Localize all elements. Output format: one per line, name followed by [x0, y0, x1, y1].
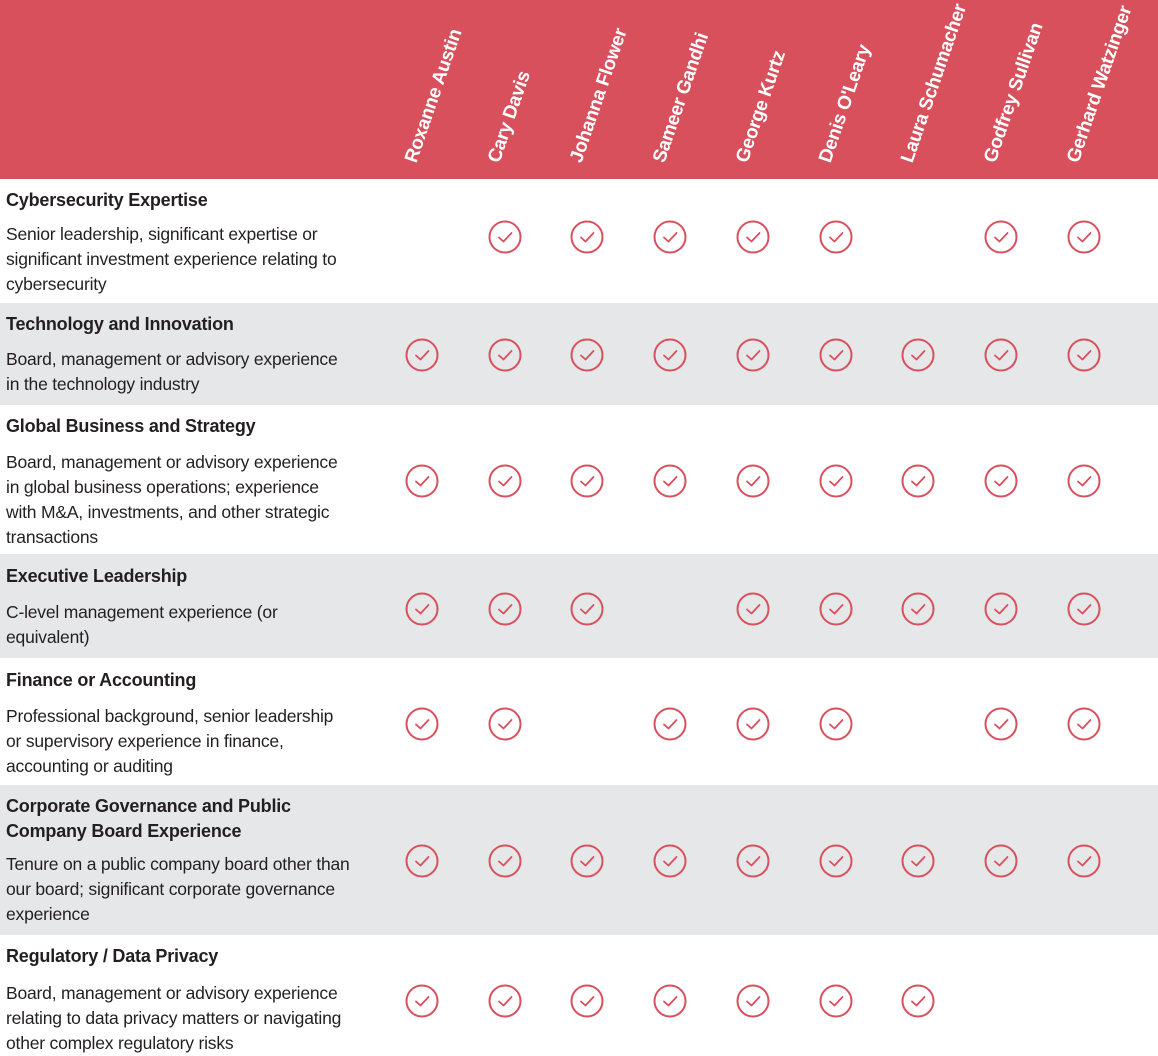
skill-row-technology — [0, 303, 1158, 405]
director-header — [0, 0, 1158, 179]
check-circle-icon — [819, 338, 853, 372]
check-circle-icon — [736, 464, 770, 498]
check-circle-icon — [405, 592, 439, 626]
check-circle-icon — [653, 220, 687, 254]
check-circle-icon — [405, 844, 439, 878]
skill-row-executive-leadership — [0, 554, 1158, 658]
check-circle-icon — [488, 844, 522, 878]
check-circle-icon — [736, 844, 770, 878]
check-circle-icon — [405, 338, 439, 372]
director-name-cary-davis: Cary Davis — [484, 68, 535, 166]
skill-title: Regulatory / Data Privacy — [6, 946, 219, 966]
director-name-laura-schumacher: Laura Schumacher — [897, 1, 972, 166]
check-circle-icon — [570, 844, 604, 878]
skill-title: Technology and Innovation — [6, 314, 234, 334]
check-circle-icon — [819, 592, 853, 626]
check-circle-icon — [819, 464, 853, 498]
check-circle-icon — [405, 707, 439, 741]
check-circle-icon — [901, 844, 935, 878]
check-circle-icon — [736, 338, 770, 372]
check-circle-icon — [819, 220, 853, 254]
skill-row-cybersecurity — [0, 179, 1158, 303]
skill-description: Senior leadership, significant expertise or significant investment experience relating to cybersecurity — [6, 224, 337, 294]
check-circle-icon — [1067, 707, 1101, 741]
check-circle-icon — [653, 707, 687, 741]
check-circle-icon — [901, 592, 935, 626]
check-circle-icon — [488, 220, 522, 254]
check-circle-icon — [819, 844, 853, 878]
check-circle-icon — [984, 464, 1018, 498]
check-circle-icon — [984, 220, 1018, 254]
check-circle-icon — [736, 984, 770, 1018]
skill-description: Board, management or advisory experience in global business operations; experience with M&A, investments, and other strategic transactions — [6, 452, 338, 547]
check-circle-icon — [736, 220, 770, 254]
skill-description: Tenure on a public company board other than our board; significant corporate governance experience — [6, 854, 350, 924]
check-circle-icon — [405, 464, 439, 498]
check-circle-icon — [1067, 220, 1101, 254]
check-circle-icon — [984, 338, 1018, 372]
check-circle-icon — [1067, 844, 1101, 878]
skill-title: Cybersecurity Expertise — [6, 190, 208, 210]
check-circle-icon — [1067, 338, 1101, 372]
skill-row-corporate-governance — [0, 785, 1158, 935]
skill-description: Board, management or advisory experience in the technology industry — [6, 349, 338, 394]
director-name-sameer-gandhi: Sameer Gandhi — [649, 30, 714, 166]
check-circle-icon — [488, 707, 522, 741]
director-name-johanna-flower: Johanna Flower — [566, 25, 632, 166]
skill-row-global-business — [0, 405, 1158, 554]
check-circle-icon — [901, 984, 935, 1018]
check-circle-icon — [819, 984, 853, 1018]
skill-row-finance — [0, 658, 1158, 785]
check-circle-icon — [405, 984, 439, 1018]
check-circle-icon — [570, 338, 604, 372]
check-circle-icon — [984, 707, 1018, 741]
director-name-gerhard-watzinger: Gerhard Watzinger — [1063, 3, 1137, 166]
check-circle-icon — [653, 984, 687, 1018]
check-circle-icon — [984, 844, 1018, 878]
skill-title: Executive Leadership — [6, 566, 188, 586]
check-circle-icon — [736, 592, 770, 626]
check-circle-icon — [984, 592, 1018, 626]
director-name-denis-oleary: Denis O'Leary — [815, 42, 876, 166]
check-circle-icon — [570, 464, 604, 498]
director-name-godfrey-sullivan: Godfrey Sullivan — [980, 20, 1048, 166]
check-circle-icon — [488, 338, 522, 372]
skill-title: Global Business and Strategy — [6, 416, 256, 436]
check-circle-icon — [488, 464, 522, 498]
skill-title: Finance or Accounting — [6, 670, 197, 690]
check-circle-icon — [1067, 592, 1101, 626]
check-circle-icon — [488, 592, 522, 626]
check-circle-icon — [570, 984, 604, 1018]
check-circle-icon — [736, 707, 770, 741]
skill-description: C-level management experience (or equivalent) — [6, 602, 278, 647]
check-circle-icon — [901, 464, 935, 498]
check-circle-icon — [653, 338, 687, 372]
director-name-roxanne-austin: Roxanne Austin — [401, 26, 467, 166]
check-circle-icon — [653, 844, 687, 878]
skill-row-regulatory — [0, 935, 1158, 1056]
director-name-george-kurtz: George Kurtz — [732, 48, 790, 166]
check-circle-icon — [488, 984, 522, 1018]
check-circle-icon — [570, 592, 604, 626]
skill-description: Professional background, senior leadership or supervisory experience in finance, accounting or auditing — [6, 706, 334, 776]
skill-description: Board, management or advisory experience relating to data privacy matters or navigating other complex regulatory risks — [6, 983, 342, 1053]
skill-title: Corporate Governance and Public Company Board Experience — [6, 796, 291, 841]
check-circle-icon — [653, 464, 687, 498]
check-circle-icon — [819, 707, 853, 741]
check-circle-icon — [1067, 464, 1101, 498]
check-circle-icon — [901, 338, 935, 372]
check-circle-icon — [570, 220, 604, 254]
